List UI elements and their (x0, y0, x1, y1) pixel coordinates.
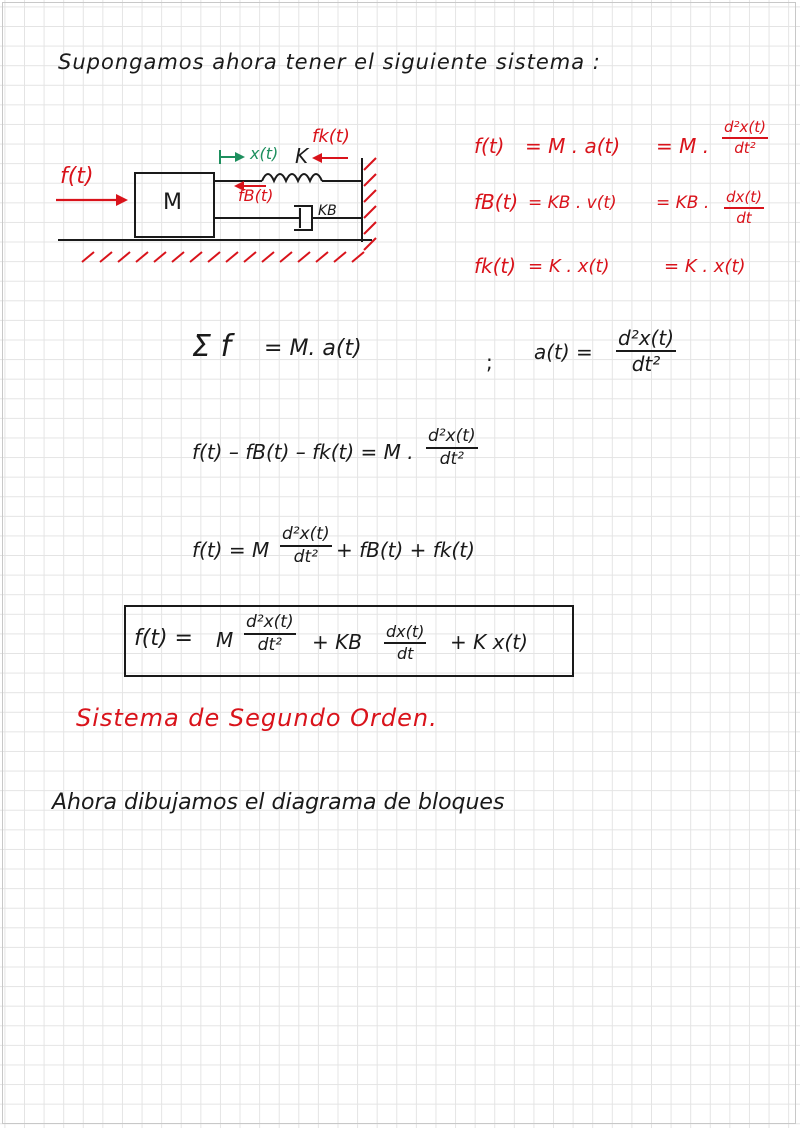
rearranged-num: d²x(t) (282, 524, 330, 544)
eq2-derivative (724, 190, 764, 226)
eq1-den: dt² (734, 139, 756, 157)
damper-label: KB (318, 203, 337, 219)
accel-derivative (616, 328, 676, 374)
newton-law-separator: ; (486, 350, 493, 374)
final-lhs: f(t) = (134, 626, 193, 651)
eq1-num: d²x(t) (724, 118, 766, 136)
eq1-coef: = M . (656, 134, 710, 158)
force-balance-lhs: f(t) – fB(t) – fk(t) = M . (192, 440, 414, 464)
eq3-right-text: K . x(t) (684, 256, 746, 277)
final-term2-den: dt (396, 644, 414, 663)
spring-label: K (295, 144, 309, 168)
eq3-right: = K . x(t) (664, 256, 746, 277)
newton-law-lhs: Σ f (192, 329, 232, 364)
eq2-num: dx(t) (726, 188, 762, 206)
final-term2-num: dx(t) (386, 622, 425, 641)
damper-force-label: fB(t) (238, 186, 274, 205)
system-order-note: Sistema de Segundo Orden. (76, 704, 438, 732)
eq3-middle: = K . x(t) (528, 256, 610, 277)
page-heading: Supongamos ahora tener el siguiente sistema : (58, 50, 601, 74)
final-term1-den: dt² (257, 635, 282, 655)
eq2-lhs: fB(t) (474, 190, 519, 214)
final-term2-derivative (384, 624, 426, 662)
accel-den: dt² (631, 352, 661, 376)
eq3-middle-text: K . x(t) (548, 256, 610, 277)
eq2-middle: = KB . v(t) (528, 193, 617, 213)
rearranged-tail: + fB(t) + fk(t) (336, 538, 475, 562)
final-term1-derivative (244, 614, 296, 654)
force-balance-derivative (426, 428, 478, 468)
next-step-note: Ahora dibujamos el diagrama de bloques (52, 790, 505, 815)
eq1-middle: = M . a(t) (525, 134, 621, 158)
displacement-label: x(t) (250, 144, 279, 163)
rearranged-den: dt² (293, 547, 318, 567)
rearranged-derivative (280, 526, 332, 566)
eq2-coef: = KB . (656, 193, 710, 213)
newton-law-rhs-text: M. a(t) (289, 336, 362, 361)
mass-label: M (163, 190, 182, 215)
force-balance-num: d²x(t) (428, 426, 476, 446)
eq2-coef-text: KB . (675, 193, 710, 213)
wall-hatch (364, 158, 376, 250)
eq2-middle-text: KB . v(t) (547, 193, 617, 213)
eq3-lhs: fk(t) (474, 254, 517, 278)
eq1-derivative (722, 120, 768, 156)
eq1-middle-text: M . a(t) (548, 134, 621, 158)
floor-hatch (82, 252, 364, 262)
rearranged-lhs: f(t) = M (192, 538, 270, 562)
eq1-coef-text: M . (679, 134, 710, 158)
eq1-lhs: f(t) (474, 134, 505, 158)
newton-law-rhs: = M. a(t) (264, 336, 362, 361)
force-balance-den: dt² (439, 449, 464, 469)
spring-coil (262, 174, 322, 181)
eq2-den: dt (736, 209, 752, 227)
accel-lhs-text: a(t) (534, 340, 570, 364)
final-term1-num: d²x(t) (246, 612, 294, 632)
final-plus-kb: + KB (312, 630, 362, 654)
input-force-label: f(t) (60, 164, 94, 189)
final-term3: + K x(t) (450, 630, 528, 654)
accel-num: d²x(t) (618, 326, 674, 350)
final-term1-coef: M (216, 628, 234, 652)
spring-force-label: fk(t) (312, 126, 350, 147)
accel-lhs: a(t) = (534, 340, 593, 364)
